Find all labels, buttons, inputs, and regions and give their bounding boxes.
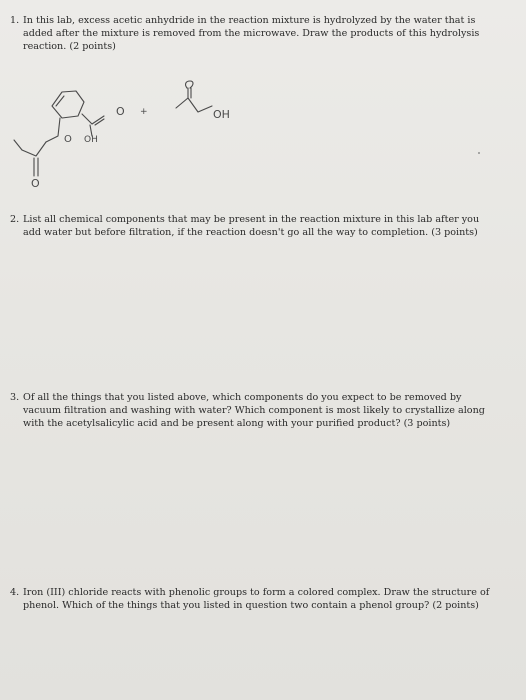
question-4-number: 4. [10, 587, 20, 598]
question-2-number: 2. [10, 214, 20, 225]
ring-double-bond-sketch [56, 96, 64, 106]
question-3-text: Of all the things that you listed above, which components do you expect to be removed by vacuum filtration and washing with water? Which component is most likely to crystallize along with the acetylsalicylic acid and be present along with your purified product? (3 points) [23, 392, 485, 429]
question-1-number: 1. [10, 15, 20, 26]
carbonyl-double-bond-sketch [95, 119, 104, 125]
acetic-acid-carbonyl-sketch [188, 88, 191, 98]
acetyl-chain-sketch [22, 142, 46, 156]
handwritten-o-carbonyl: O [31, 177, 40, 190]
stray-pencil-dot [478, 152, 480, 154]
question-1-text: In this lab, excess acetic anhydride in the reaction mixture is hydrolyzed by the water that is added after the mixture is removed from the microwave. Draw the products of this hydrolysis reaction. (2 points) [23, 15, 480, 52]
ester-branch-sketch [46, 118, 60, 142]
handwritten-oh-acetic: OH [213, 108, 230, 121]
question-4 [10, 586, 500, 612]
handwritten-o-ester: O [64, 134, 72, 145]
question-1 [10, 14, 500, 53]
handwritten-plus: + [140, 107, 148, 117]
question-3 [10, 391, 500, 430]
question-3-number: 3. [10, 392, 20, 403]
acetic-acid-o-loop-sketch [186, 81, 193, 88]
handwritten-oh-acid: OH [84, 135, 98, 145]
question-2 [10, 213, 500, 239]
methyl-bond-sketch [14, 140, 22, 150]
handwritten-hydrolysis-drawing [0, 78, 526, 198]
question-4-text: Iron (III) chloride reacts with phenolic groups to form a colored complex. Draw the structure of phenol. Which of the things that you listed in question two contain a phenol group? (2 points) [23, 587, 490, 611]
handwritten-o-ring: O [116, 105, 125, 118]
ester-carbonyl-double-bond-sketch [34, 158, 38, 176]
acetic-acid-skeleton-sketch [176, 98, 212, 112]
carboxyl-branch-sketch [82, 114, 104, 124]
question-2-text: List all chemical components that may be present in the reaction mixture in this lab after you add water but before filtration, if the reaction doesn't go all the way to completion. (3 points) [23, 214, 480, 238]
